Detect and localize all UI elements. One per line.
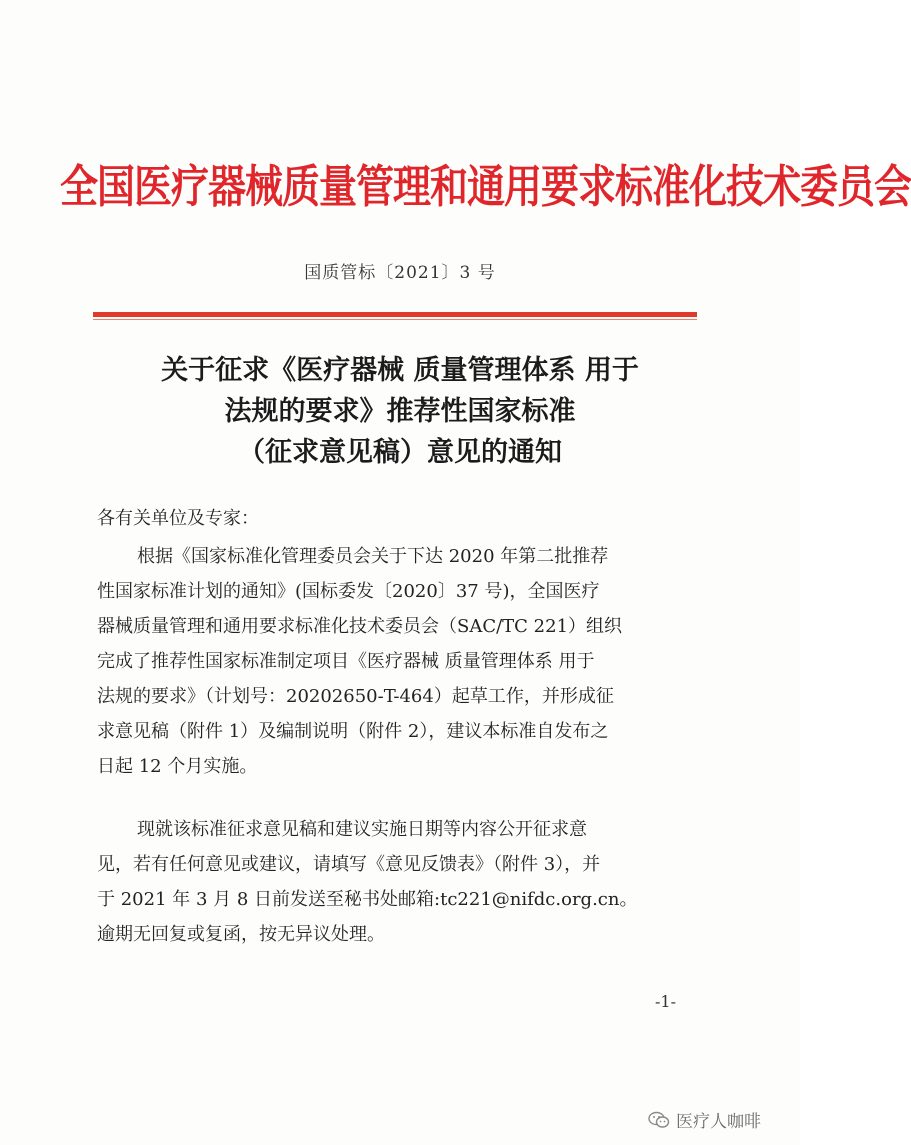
salutation: 各有关单位及专家： [97,508,259,529]
page-number: -1- [655,992,676,1011]
paragraph-line: 性国家标准计划的通知》(国标委发〔2020〕37 号)，全国医疗 [97,581,600,602]
header-divider-thin [93,319,697,320]
paragraph-line: 逾期无回复或复函，按无异议处理。 [97,924,385,945]
paragraph-line: 器械质量管理和通用要求标准化技术委员会（SAC/TC 221）组织 [97,616,623,637]
paragraph-line: 现就该标准征求意见稿和建议实施日期等内容公开征求意 [137,819,587,840]
header-divider [93,312,697,317]
paragraph-line: 日起 12 个月实施。 [97,756,258,777]
body-paragraph-1 [97,539,697,784]
watermark [648,1107,761,1132]
paragraph-line: 见，若有任何意见或建议，请填写《意见反馈表》（附件 3），并 [97,854,601,875]
paragraph-line: 法规的要求》（计划号：20202650-T-464）起草工作，并形成征 [97,686,614,707]
watermark-text: 医疗人咖啡 [676,1112,761,1132]
wechat-icon [648,1111,670,1129]
paragraph-line: 完成了推荐性国家标准制定项目《医疗器械 质量管理体系 用于 [97,651,595,672]
title-line-3: （征求意见稿）意见的通知 [238,437,562,468]
title-line-1: 关于征求《医疗器械 质量管理体系 用于 [161,355,639,386]
organization-header: 全国医疗器械质量管理和通用要求标准化技术委员会 [60,160,911,213]
notice-title [60,350,740,473]
title-line-2: 法规的要求》推荐性国家标准 [224,396,576,427]
body-paragraph-2 [97,812,697,952]
paragraph-line: 求意见稿（附件 1）及编制说明（附件 2），建议本标准自发布之 [97,721,609,742]
paragraph-line: 根据《国家标准化管理委员会关于下达 2020 年第二批推荐 [137,546,609,567]
paragraph-line: 于 2021 年 3 月 8 日前发送至秘书处邮箱:tc221@nifdc.org.cn。 [97,889,638,910]
document-number: 国质管标〔2021〕3 号 [304,263,496,283]
